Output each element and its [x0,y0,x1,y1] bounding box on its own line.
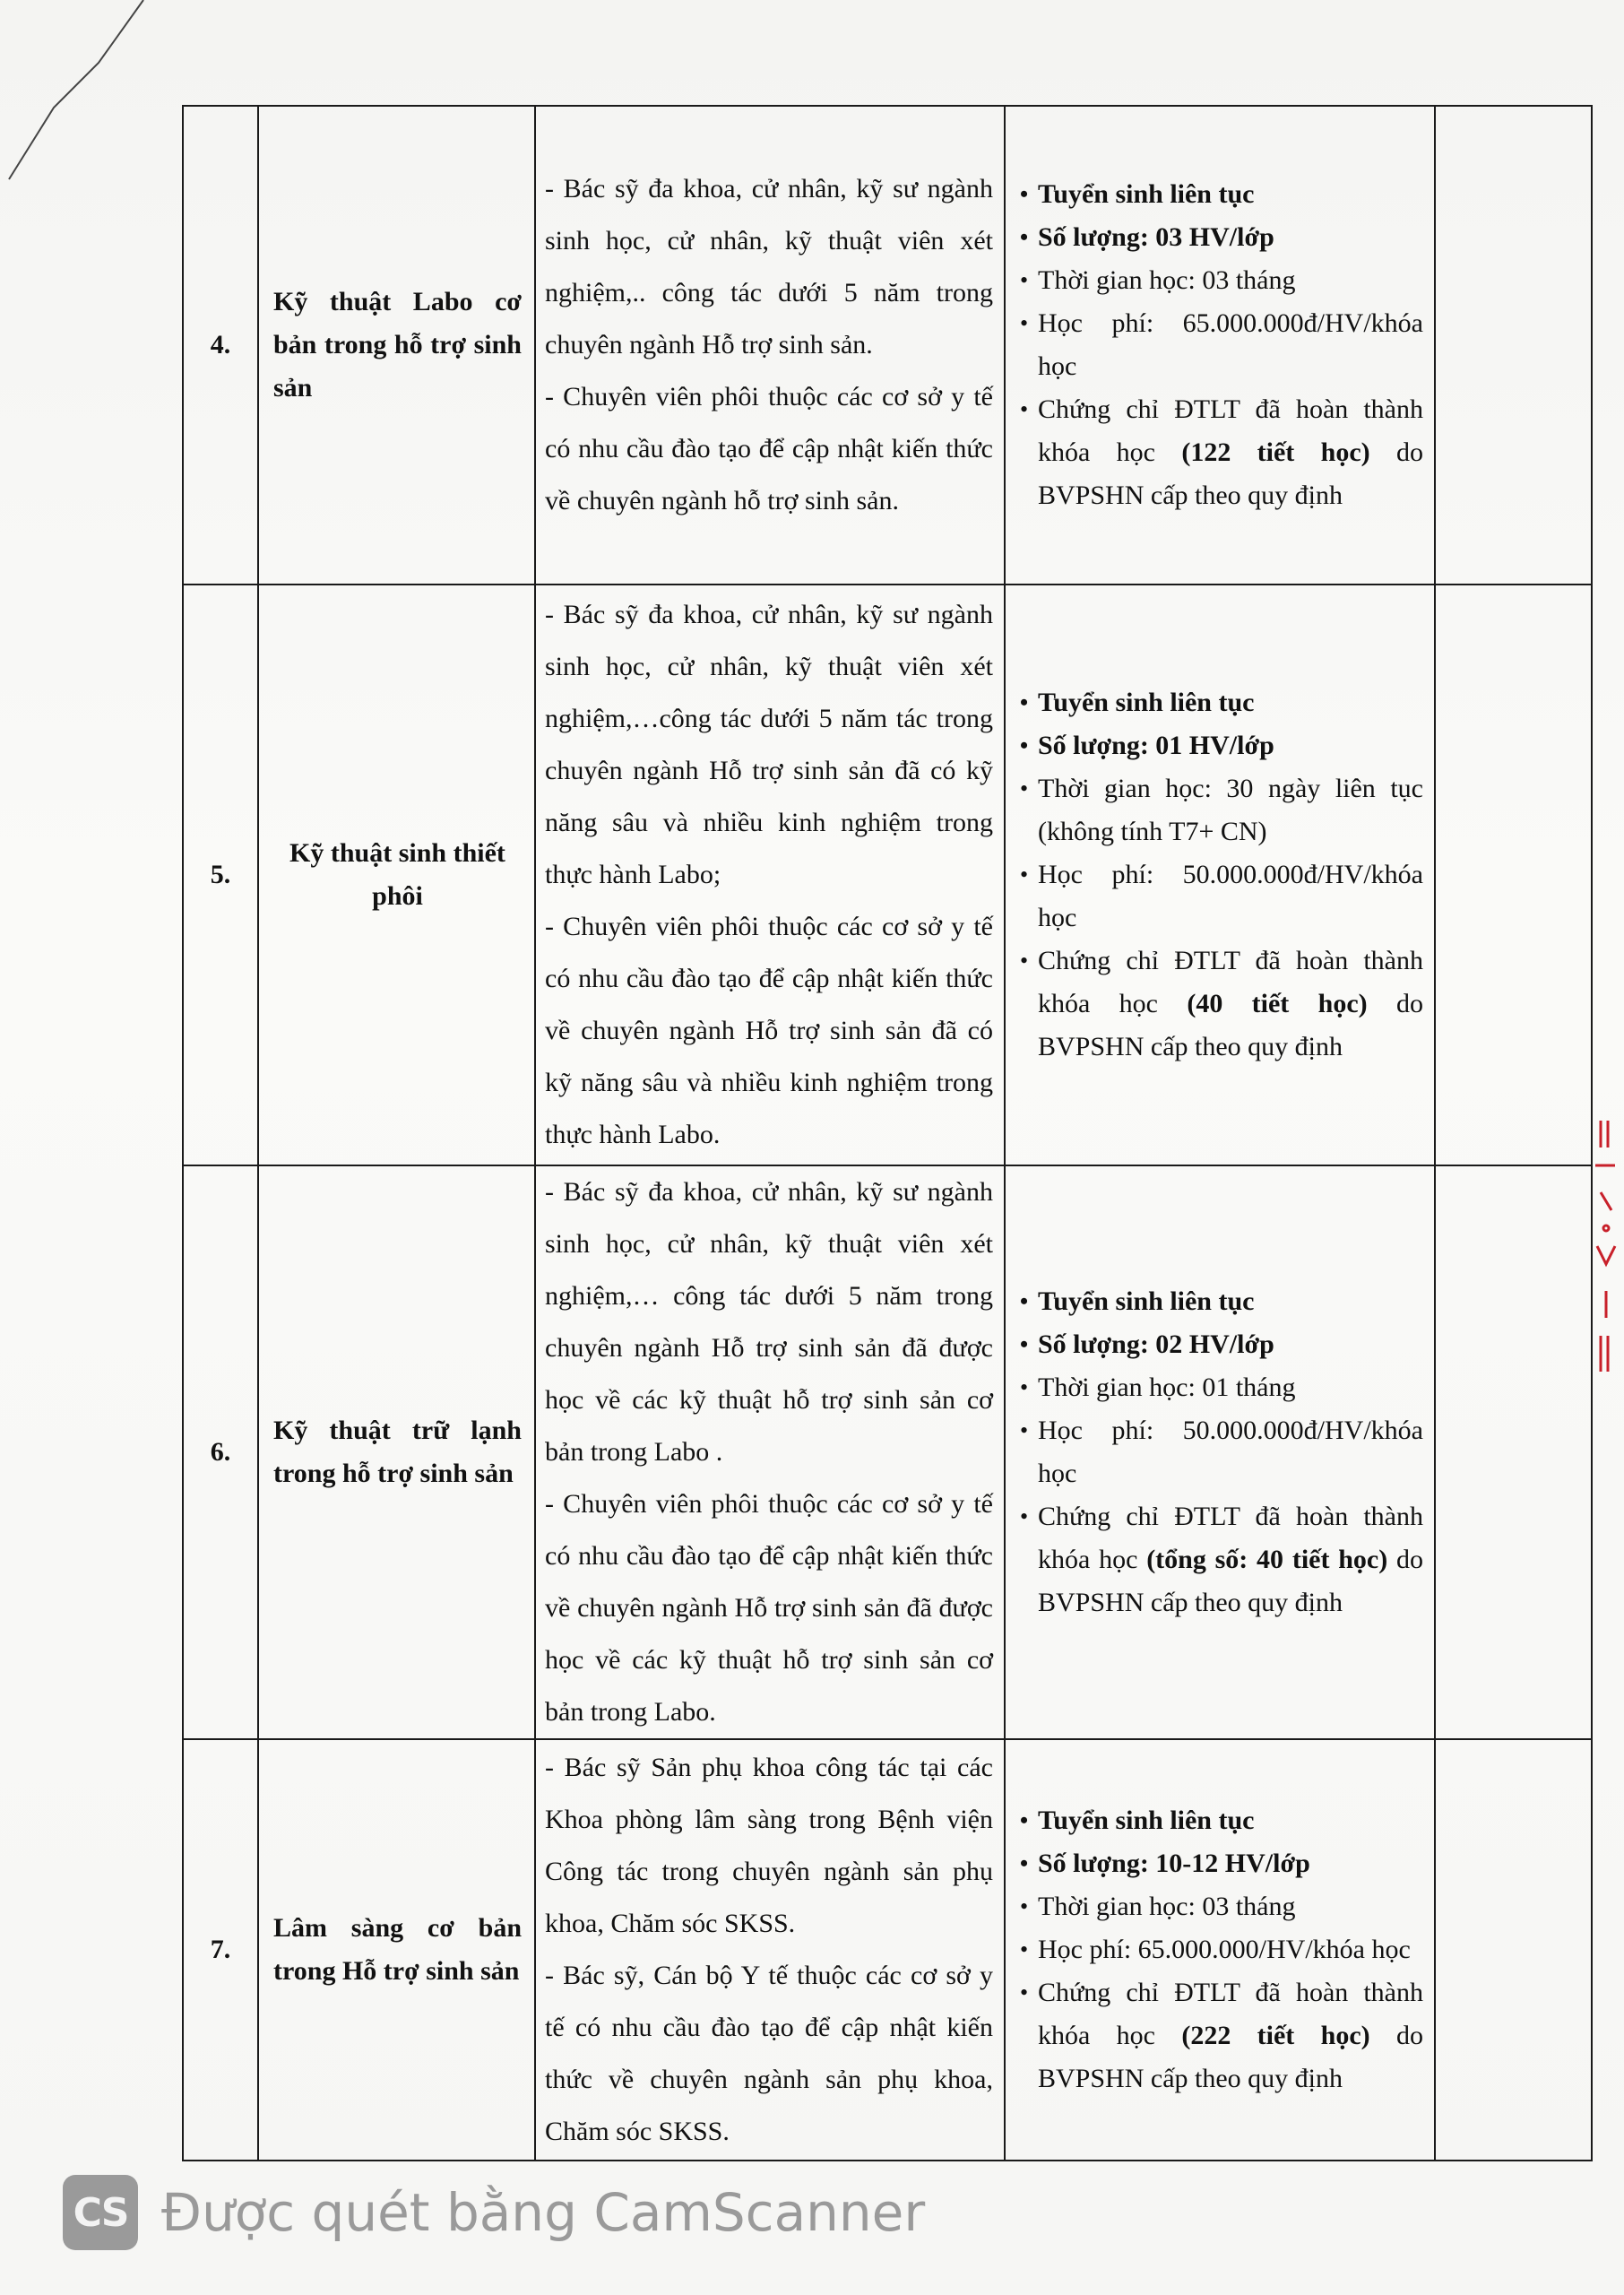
duration-item: • Thời gian học: 03 tháng [1020,259,1423,302]
table-row [183,106,1592,585]
quantity-item: • Số lượng: 03 HV/lớp [1020,216,1423,259]
course-info-cell [1005,1739,1435,2161]
handwritten-side-mark [1588,1112,1624,1381]
certificate-item [1020,388,1423,517]
course-info-list [1020,681,1423,1069]
requirement-item: - Bác sỹ, Cán bộ Y tế thuộc các cơ sở y tế có nhu cầu đào tạo để cập nhật kiến thức về chuyên ngành sản phụ khoa, Chăm sóc SKSS. [545,1961,993,2146]
scan-crease-mark [0,0,152,206]
notes-cell [1435,585,1592,1165]
enrollment-item: • Tuyển sinh liên tục [1020,173,1423,216]
row-number: 7. [183,1739,258,2161]
requirement-item: - Chuyên viên phôi thuộc các cơ sở y tế có nhu cầu đào tạo để cập nhật kiến thức về chuyên ngành Hỗ trợ sinh sản đã có kỹ năng sâu và nhiều kinh nghiệm trong thực hành Labo. [545,912,993,1149]
course-name: Kỹ thuật sinh thiết phôi [258,585,535,1165]
scanner-watermark [63,2168,925,2257]
certificate-issuer: do BVPSHN cấp theo quy định [1038,989,1423,1061]
side-mark-drawing [1588,1112,1624,1381]
notes-cell [1435,1165,1592,1739]
course-info-cell [1005,106,1435,585]
certificate-text: Chứng chỉ ĐTLT đã hoàn thành khóa học [1038,394,1423,467]
course-name: Lâm sàng cơ bản trong Hỗ trợ sinh sản [258,1739,535,2161]
duration-item: • Thời gian học: 30 ngày liên tục (không tính T7+ CN) [1020,767,1423,853]
course-info-list [1020,1799,1423,2100]
row-number: 4. [183,106,258,585]
certificate-text: Chứng chỉ ĐTLT đã hoàn thành khóa học [1038,1978,1423,2050]
certificate-item [1020,1971,1423,2100]
course-info-cell [1005,585,1435,1165]
table-row [183,1739,1592,2161]
course-info-cell [1005,1165,1435,1739]
notes-cell [1435,106,1592,585]
course-name: Kỹ thuật Labo cơ bản trong hỗ trợ sinh sản [258,106,535,585]
certificate-text: Chứng chỉ ĐTLT đã hoàn thành khóa học [1038,1502,1423,1574]
fee-item: • Học phí: 65.000.000đ/HV/khóa học [1020,302,1423,388]
requirement-item: - Bác sỹ Sản phụ khoa công tác tại các Khoa phòng lâm sàng trong Bệnh viện Công tác trong chuyên ngành sản phụ khoa, Chăm sóc SKSS. [545,1753,993,1938]
notes-cell [1435,1739,1592,2161]
camscanner-logo: CS [63,2175,138,2250]
table-row [183,1165,1592,1739]
requirements-cell [535,106,1005,585]
fee-item: • Học phí: 65.000.000/HV/khóa học [1020,1928,1423,1971]
requirement-item: - Bác sỹ đa khoa, cử nhân, kỹ sư ngành sinh học, cử nhân, kỹ thuật viên xét nghiệm,…công tác dưới 5 năm tác trong chuyên ngành Hỗ trợ sinh sản đã có kỹ năng sâu và nhiều kinh nghiệm trong thực hành Labo; [545,600,993,889]
enrollment-item: • Tuyển sinh liên tục [1020,1799,1423,1842]
course-table [182,105,1593,2161]
enrollment-item: • Tuyển sinh liên tục [1020,681,1423,724]
quantity-item: • Số lượng: 01 HV/lớp [1020,724,1423,767]
fee-item: • Học phí: 50.000.000đ/HV/khóa học [1020,1409,1423,1495]
camscanner-text: Được quét bằng CamScanner [161,2182,926,2243]
requirement-item: - Chuyên viên phôi thuộc các cơ sở y tế có nhu cầu đào tạo để cập nhật kiến thức về chuyên ngành Hỗ trợ sinh sản đã được học về các kỹ thuật hỗ trợ sinh sản cơ bản trong Labo. [545,1489,993,1727]
certificate-issuer: do BVPSHN cấp theo quy định [1038,2021,1423,2093]
requirements-cell [535,1165,1005,1739]
row-number: 5. [183,585,258,1165]
certificate-hours: (40 tiết học) [1187,989,1368,1018]
course-name: Kỹ thuật trữ lạnh trong hỗ trợ sinh sản [258,1165,535,1739]
quantity-item: • Số lượng: 02 HV/lớp [1020,1323,1423,1366]
certificate-item [1020,940,1423,1069]
requirements-cell [535,1739,1005,2161]
certificate-item [1020,1495,1423,1624]
duration-item: • Thời gian học: 03 tháng [1020,1885,1423,1928]
certificate-issuer: do BVPSHN cấp theo quy định [1038,1545,1424,1617]
row-number: 6. [183,1165,258,1739]
requirement-item: - Bác sỹ đa khoa, cử nhân, kỹ sư ngành sinh học, cử nhân, kỹ thuật viên xét nghiệm,.. công tác dưới 5 năm trong chuyên ngành Hỗ trợ sinh sản. [545,174,993,359]
course-info-list [1020,173,1423,517]
enrollment-item: • Tuyển sinh liên tục [1020,1280,1423,1323]
course-info-list [1020,1280,1423,1624]
table-row [183,585,1592,1165]
quantity-item: • Số lượng: 10-12 HV/lớp [1020,1842,1423,1885]
fee-item: • Học phí: 50.000.000đ/HV/khóa học [1020,853,1423,940]
certificate-issuer: do BVPSHN cấp theo quy định [1038,437,1423,510]
requirement-item: - Bác sỹ đa khoa, cử nhân, kỹ sư ngành sinh học, cử nhân, kỹ thuật viên xét nghiệm,… công tác dưới 5 năm trong chuyên ngành Hỗ trợ sinh sản đã được học về các kỹ thuật hỗ trợ sinh sản cơ bản trong Labo . [545,1177,993,1467]
certificate-hours: (222 tiết học) [1181,2021,1370,2050]
certificate-hours: (tổng số: 40 tiết học) [1146,1545,1388,1574]
requirement-item: - Chuyên viên phôi thuộc các cơ sở y tế có nhu cầu đào tạo để cập nhật kiến thức về chuyên ngành hỗ trợ sinh sản. [545,382,993,515]
requirements-cell [535,585,1005,1165]
duration-item: • Thời gian học: 01 tháng [1020,1366,1423,1409]
certificate-text: Chứng chỉ ĐTLT đã hoàn thành khóa học [1038,946,1423,1018]
certificate-hours: (122 tiết học) [1181,437,1370,467]
